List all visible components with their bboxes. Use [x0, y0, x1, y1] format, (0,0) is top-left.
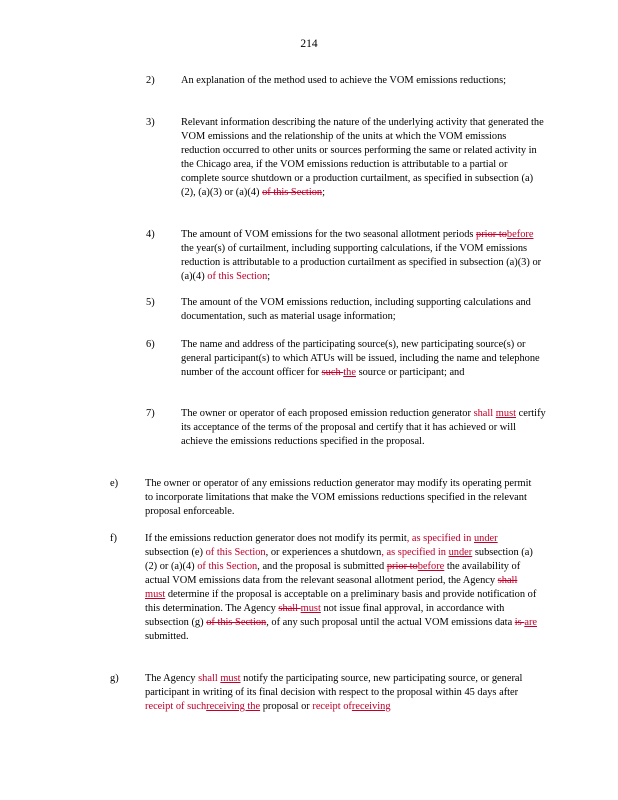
deleted-text: of this Section [206, 617, 267, 628]
revised-text: of this Section [205, 547, 266, 558]
list-item [181, 228, 546, 284]
deleted-text: prior to [386, 561, 418, 572]
text-run: Relevant information describing the nature of the underlying activity that generated the VOM emissions and the relationship of the units at which the VOM emissions reduction occurred to other units or sources performing the same or related activity in the Chicago area, if the VOM emissions reduction is attributable to a partial or complete source shutdown or a production curtailment, as specified in subsection (a)(2), (a)(3) or (a)(4) [181, 117, 544, 198]
revised-text: shall [198, 673, 218, 684]
item-label: 2) [146, 75, 155, 86]
text-run: The owner or operator of each proposed emission reduction generator [181, 408, 474, 419]
page-number: 214 [300, 38, 318, 50]
item-label: 7) [146, 408, 155, 419]
revised-text: shall [473, 408, 494, 419]
inserted-text: the [343, 367, 356, 378]
inserted-text: must [495, 408, 517, 419]
inserted-text: must [220, 673, 241, 684]
text-run: source or participant; and [355, 367, 465, 378]
item-label: g) [110, 673, 119, 684]
revised-text: , as specified in [406, 533, 474, 544]
inserted-text: under [473, 533, 498, 544]
deleted-text: is [514, 617, 525, 628]
item-label: 6) [146, 339, 155, 350]
list-item [181, 296, 546, 324]
text-run: The amount of the VOM emissions reduction, including supporting calculations and documentation, such as material usage information; [181, 297, 531, 322]
revised-text: receipt of such [145, 701, 207, 712]
text-run: proposal or [260, 701, 313, 712]
item-label: 4) [146, 229, 155, 240]
text-run: ; [322, 187, 325, 198]
text-run: subsection (e) [145, 547, 206, 558]
text-run: , of any such proposal until the actual VOM emissions data [266, 617, 515, 628]
inserted-text: must [145, 589, 166, 600]
inserted-text: receiving the [206, 701, 261, 712]
item-label: e) [110, 478, 119, 489]
text-run: The name and address of the participating source(s), new participating source(s) or general participant(s) to which ATUs will be issued, including the name and telephone number of the account officer for [181, 339, 540, 378]
text-run: the year(s) of curtailment, including supporting calculations, if the VOM emissions reduction is attributable to a production curtailment as specified in subsection (a)(3) or (a)(4) [181, 243, 542, 282]
text-run: , and the proposal is submitted [257, 561, 387, 572]
deleted-text: shall [497, 575, 518, 586]
revised-text: receipt of [312, 701, 352, 712]
item-label: 5) [146, 297, 155, 308]
list-item [145, 532, 538, 644]
inserted-text: are [524, 617, 538, 628]
revised-text: , as specified in [381, 547, 449, 558]
inserted-text: receiving [351, 701, 391, 712]
deleted-text: such [321, 367, 344, 378]
text-run: determine if the proposal is acceptable on a preliminary basis and provide notification of this determination. The Agency [145, 589, 537, 614]
text-run: If the emissions reduction generator does not modify its permit [145, 533, 407, 544]
inserted-text: under [448, 547, 473, 558]
deleted-text: of this Section [262, 187, 323, 198]
revised-text: of this Section [197, 561, 258, 572]
text-run: the availability of actual VOM emissions data from the relevant seasonal allotment period, the Agency [145, 561, 521, 586]
text-run: The owner or operator of any emissions reduction generator may modify its operating permit to incorporate limitations that make the VOM emissions reductions specified in the relevant proposal enforceable. [145, 478, 532, 517]
deleted-text: shall [278, 603, 301, 614]
inserted-text: before [417, 561, 445, 572]
text-run: submitted. [145, 631, 189, 642]
revised-text: of this Section [207, 271, 268, 282]
item-label: 3) [146, 117, 155, 128]
list-item [181, 338, 546, 380]
inserted-text: must [300, 603, 321, 614]
text-run: ; [267, 271, 271, 282]
text-run: An explanation of the method used to achieve the VOM emissions reductions; [181, 75, 507, 86]
list-item [181, 74, 546, 88]
list-item [145, 672, 538, 714]
text-run: The Agency [145, 673, 199, 684]
list-item [145, 477, 538, 519]
item-label: f) [110, 533, 117, 544]
list-item [181, 116, 546, 200]
text-run: notify the participating source, new participating source, or general participant in writing of its final decision with respect to the proposal within 45 days after [145, 673, 523, 698]
text-run: subsection (a)(2) or (a)(4) [145, 547, 533, 572]
text-run: not issue final approval, in accordance with subsection (g) [145, 603, 505, 628]
text-run: certify its acceptance of the terms of the proposal and certify that it has achieved or will achieve the emissions reductions specified in the proposal. [181, 408, 546, 447]
list-item [181, 407, 546, 449]
text-run: , or experiences a shutdown [265, 547, 382, 558]
deleted-text: prior to [476, 229, 507, 240]
inserted-text: before [506, 229, 534, 240]
text-run: The amount of VOM emissions for the two seasonal allotment periods [181, 229, 477, 240]
